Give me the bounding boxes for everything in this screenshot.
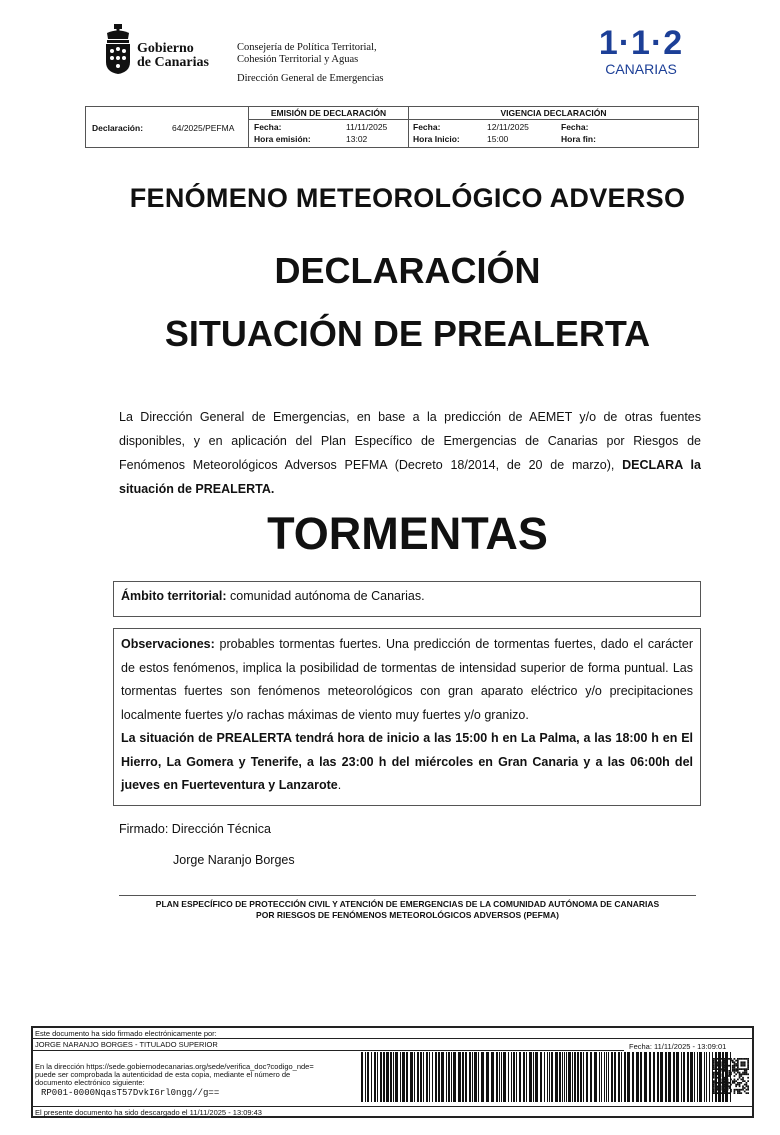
- plan-divider: [119, 895, 696, 896]
- intro-bold: DECLARA la situación de PREALERTA.: [119, 458, 701, 496]
- ambito-box: [113, 581, 701, 617]
- plan-title: [119, 899, 696, 921]
- signed-note: Este documento ha sido firmado electrónicamente por:: [35, 1029, 217, 1038]
- observaciones-paragraph: [121, 633, 693, 727]
- observaciones-text: probables tormentas fuertes. Una predicción de tormentas fuertes, dado el carácter de estos fenómenos, implica la posibilidad de tormentas de intensidad superior de forma puntual. Las tormentas fuertes son fenómenos meteorológicos con gran aparato eléctrico y/o precipitaciones localmente fuertes y/o rachas máximas de viento muy fuertes y/o granizo.: [121, 637, 693, 722]
- ambito-label: Ámbito territorial:: [121, 589, 227, 603]
- gobierno-name-line2: de Canarias: [137, 55, 209, 70]
- vigencia-header: VIGENCIA DECLARACIÓN: [409, 107, 698, 120]
- logo-112-number: 1·1·2: [598, 24, 684, 62]
- direccion-general: Dirección General de Emergencias: [237, 73, 384, 84]
- verification-code[interactable]: RP001-0000NqasT57DvkI6rl0ngg//g==: [41, 1088, 220, 1098]
- vigencia-cell: [409, 107, 698, 147]
- plan-line2: POR RIESGOS DE FENÓMENOS METEOROLÓGICOS ADVERSOS (PEFMA): [256, 910, 559, 920]
- emision-cell: [249, 107, 409, 147]
- observaciones-end: .: [337, 778, 342, 792]
- qr-code-icon[interactable]: [713, 1058, 749, 1094]
- emision-fecha-label: Fecha:: [254, 122, 282, 132]
- observaciones-bold: La situación de PREALERTA tendrá hora de inicio a las 15:00 h en La Palma, a las 18:00 h en El Hierro, La Gomera y Tenerife, a las 23:00 h del miércoles en Gran Canaria y a las 06:00h del jueves en Fuerteventura y Lanzarote: [121, 731, 693, 792]
- barcode-icon: [361, 1052, 735, 1102]
- gobierno-name: [137, 42, 209, 70]
- footer-divider: [33, 1038, 752, 1039]
- vigencia-fecha-value: 12/11/2025: [487, 122, 529, 132]
- firmante: Jorge Naranjo Borges: [173, 853, 295, 867]
- footer-divider: [33, 1106, 752, 1107]
- signer: JORGE NARANJO BORGES - TITULADO SUPERIOR: [35, 1040, 218, 1049]
- declaracion-label: Declaración:: [92, 123, 144, 133]
- phenomenon-type-title: TORMENTAS: [267, 508, 548, 559]
- emision-hora-value: 13:02: [346, 134, 368, 144]
- consejeria-name: [237, 42, 377, 66]
- vigencia-inicio-label: Hora Inicio:: [413, 134, 460, 144]
- emision-hora-label: Hora emisión:: [254, 134, 311, 144]
- observaciones-label: Observaciones:: [121, 637, 215, 651]
- logo-112-sub: CANARIAS: [605, 61, 677, 77]
- consejeria-line2: Cohesión Territorial y Aguas: [237, 54, 359, 65]
- observaciones-schedule: [121, 727, 693, 798]
- plan-line1: PLAN ESPECÍFICO DE PROTECCIÓN CIVIL Y ATENCIÓN DE EMERGENCIAS DE LA COMUNIDAD AUTÓNOMA DE CANARIAS: [155, 899, 660, 909]
- footer-divider: [33, 1050, 624, 1051]
- intro-paragraph: [119, 405, 701, 501]
- declaracion-value: 64/2025/PEFMA: [172, 123, 235, 133]
- declaration-table: [85, 106, 699, 148]
- situacion-title: SITUACIÓN DE PREALERTA: [164, 313, 651, 354]
- verify-line1: En la dirección https://sede.gobiernodecanarias.org/sede/verifica_doc?codigo_nde=: [35, 1062, 314, 1071]
- declaracion-cell: [86, 107, 249, 147]
- consejeria-line1: Consejería de Política Territorial,: [237, 42, 377, 53]
- logo-112-canarias: [596, 26, 686, 77]
- ambito-value: comunidad autónoma de Canarias.: [226, 589, 425, 603]
- emision-header: EMISIÓN DE DECLARACIÓN: [249, 107, 408, 120]
- vigencia-inicio-value: 15:00: [487, 134, 509, 144]
- phenomenon-title: FENÓMENO METEOROLÓGICO ADVERSO: [129, 183, 686, 213]
- signature-footer: [31, 1026, 754, 1118]
- verify-line2: puede ser comprobada la autenticidad de esta copia, mediante el número de: [35, 1070, 291, 1079]
- vigencia-fecha2-label: Fecha:: [561, 122, 589, 132]
- vigencia-fecha-label: Fecha:: [413, 122, 441, 132]
- declaracion-title: DECLARACIÓN: [274, 250, 541, 291]
- gobierno-name-line1: Gobierno: [137, 41, 194, 56]
- firmado: Firmado: Dirección Técnica: [119, 822, 271, 836]
- signature-date: Fecha: 11/11/2025 - 13:09:01: [629, 1042, 727, 1051]
- intro-text: La Dirección General de Emergencias, en base a la predicción de AEMET y/o de otras fuentes disponibles, y en aplicación del Plan Específico de Emergencias de Canarias por Riesgos de Fenómenos Meteorológicos Adversos PEFMA (Decreto 18/2014, de 20 de marzo),: [119, 410, 701, 472]
- observaciones-box: [113, 628, 701, 806]
- download-note: El presente documento ha sido descargado el 11/11/2025 - 13:09:43: [35, 1108, 262, 1117]
- gobierno-canarias-crest-icon: [105, 24, 131, 74]
- verify-line3: documento electrónico siguiente:: [35, 1078, 145, 1087]
- emision-fecha-value: 11/11/2025: [346, 122, 388, 132]
- vigencia-fin-label: Hora fin:: [561, 134, 596, 144]
